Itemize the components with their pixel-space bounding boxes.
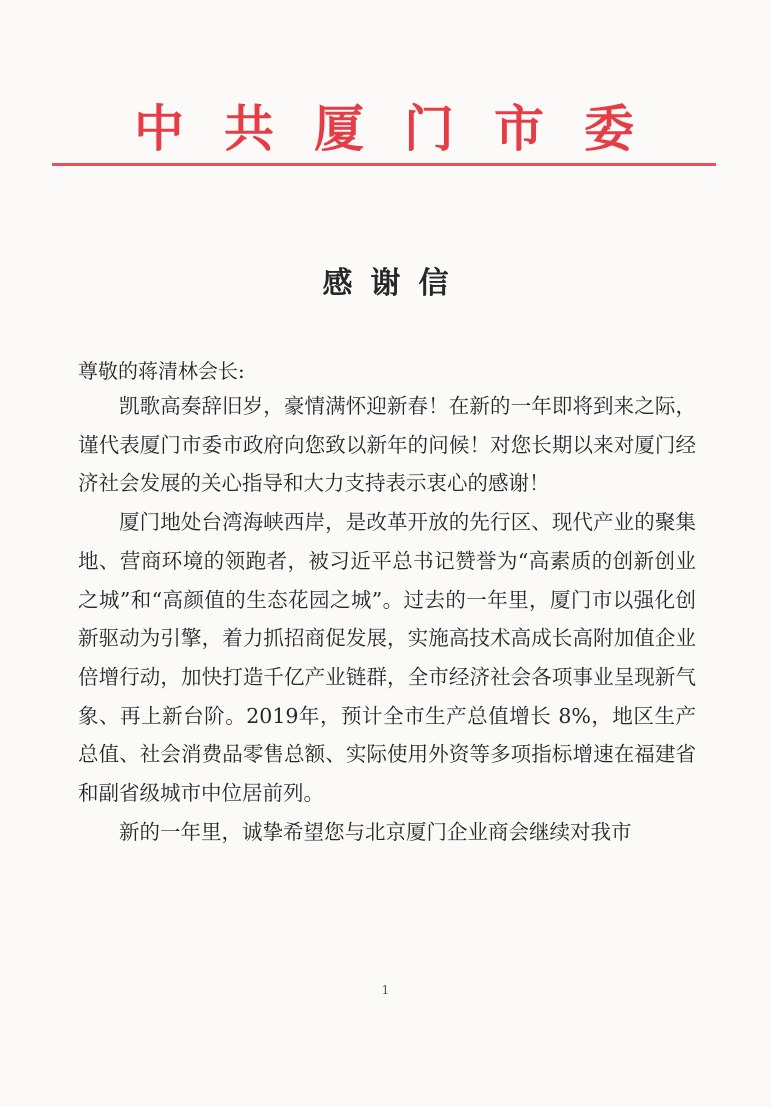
issuer-header-title: 中共厦门市委 [134,99,674,158]
header-red-rule [52,163,716,166]
letter-title: 感谢信 [322,266,467,301]
body-paragraph: 凯歌高奏辞旧岁，豪情满怀迎新春！在新的一年即将到来之际，谨代表厦门市委市政府向您致以新年的问候！对您长期以来对厦门经济社会发展的关心指导和大力支持表示衷心的感谢！ [78,394,696,496]
salutation: 尊敬的蒋清林会长: [78,359,245,383]
body-paragraph: 厦门地处台湾海峡西岸，是改革开放的先行区、现代产业的聚集地、营商环境的领跑者，被习近平总书记赞誉为“高素质的创新创业之城”和“高颜值的生态花园之城”。过去的一年里，厦门市以强化创新驱动为引擎，着力抓招商促发展，实施高技术高成长高附加值企业倍增行动，加快打造千亿产业链群，全市经济社会各项事业呈现新气象、再上新台阶。2019年，预计全市生产总值增长 8%，地区生产总值、社会消费品零售总额、实际使用外资等多项指标增速在福建省和副省级城市中位居前列。 [78,510,696,806]
page-number: 1 [381,983,390,997]
body-paragraph: 新的一年里，诚挚希望您与北京厦门企业商会继续对我市 [119,819,632,844]
letter-body [78,387,696,851]
